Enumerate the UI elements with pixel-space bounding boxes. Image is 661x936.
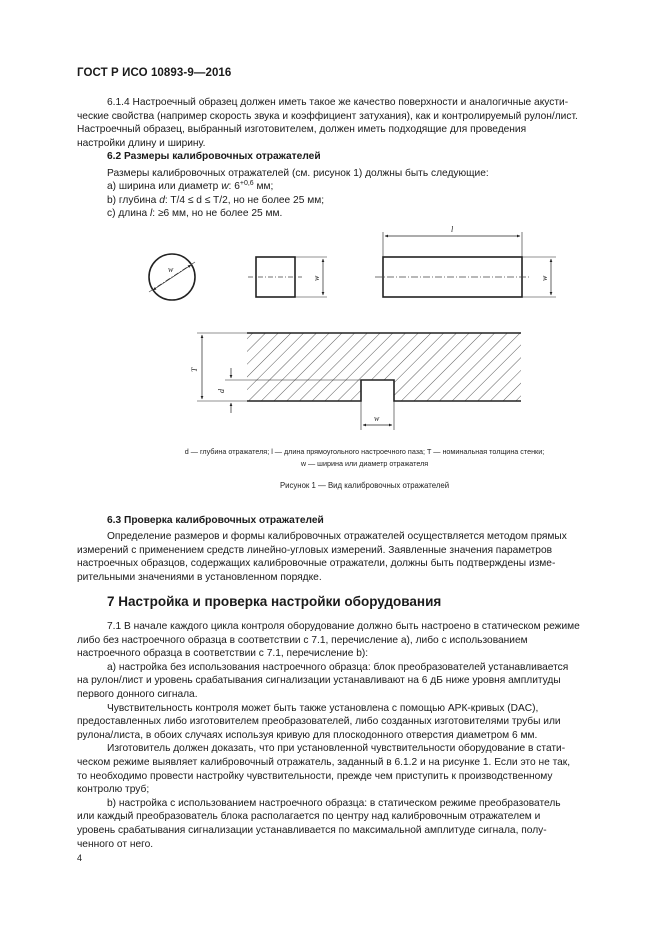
text-line: рулона/листа, в обоих случаях используя кривую для плоскодонного отверстия диаметром 6 мм.: [77, 729, 538, 741]
list-intro: Размеры калибровочных отражателей (см. рисунок 1) должны быть следующие:: [107, 168, 489, 179]
section-6-2-heading: 6.2 Размеры калибровочных отражателей: [107, 151, 321, 162]
text-line: ченного от него.: [77, 838, 154, 850]
text-line: 6.1.4 Настроечный образец должен иметь такое же качество поверхности и аналогичные акусти-: [107, 97, 569, 108]
label-l: l: [451, 225, 454, 234]
legend-line: w — ширина или диаметр отражателя: [300, 459, 429, 468]
item-a-prefix: a) ширина или диаметр: [107, 181, 222, 193]
item-c-body: : ≥6 мм, но не более 25 мм.: [152, 208, 283, 220]
text-line: a) настройка без использования настроечного образца: блок преобразователей устанавливается: [107, 661, 569, 673]
figure-legend: [77, 446, 652, 470]
text-line: Изготовитель должен доказать, что при установленной чувствительности оборудование в стати-: [107, 743, 566, 755]
item-a-var: w: [221, 181, 229, 193]
text-line: контролю труб;: [77, 784, 150, 796]
text-line: настроечных образцов, содержащих калибровочные отражатели, должны быть подтверждены изме-: [77, 558, 556, 570]
figure-calibration-reflectors: [0, 0, 661, 440]
item-b-prefix: b) глубина: [107, 194, 160, 206]
text-line: ческие свойства (например скорость звука и коэффициент затухания), как и контролируемый рулон/лист.: [77, 110, 578, 122]
item-b-var: d: [159, 194, 165, 206]
text-line: 7.1 В начале каждого цикла контроля оборудование должно быть настроено в статическом режиме: [107, 621, 580, 632]
label-w-long: w: [540, 275, 549, 281]
text-line: первого донного сигнала.: [77, 688, 198, 700]
item-a-tolerance: +0,6: [239, 180, 254, 188]
text-line: на рулон/лист и уровень срабатывания сигнализации устанавливают на 6 дБ ниже уровня амплитуды: [77, 675, 561, 687]
text-line: то необходимо провести настройку чувствительности, прежде чем приступить к производственному: [77, 770, 553, 782]
section-hatch: [247, 333, 521, 401]
item-a-suffix: мм;: [253, 181, 274, 193]
short-slot-drawing: [248, 257, 327, 297]
document-header: ГОСТ Р ИСО 10893-9—2016: [77, 67, 232, 79]
text-line: уровень срабатывания сигнализации устанавливается по максимальной амплитуде сигнала, полу-: [77, 824, 547, 836]
figure-caption: Рисунок 1 — Вид калибровочных отражателей: [279, 481, 450, 490]
item-c-var: l: [150, 208, 153, 220]
text-line: Чувствительность контроля может быть также установлена с помощью АРК-кривых (DAC),: [107, 702, 539, 714]
page-number: 4: [77, 853, 83, 863]
text-line: настройки длину и ширину.: [77, 137, 206, 149]
text-line: настроечного образца в соответствии с 7.1, перечисление b):: [77, 648, 369, 660]
item-b-body: : T/4 ≤ d ≤ T/2, но не более 25 мм;: [164, 194, 325, 206]
label-w-short: w: [312, 275, 321, 281]
label-d: d: [217, 389, 226, 393]
text-line: предоставленных либо изготовителем преобразователей, либо созданных изготовителями трубы или: [77, 716, 561, 728]
text-line: измерений с применением средств линейно-угловых измерений. Заявленные значения параметров: [77, 544, 553, 556]
text-line: рительными значениями в установленном порядке.: [77, 571, 322, 583]
long-slot-drawing: [375, 225, 556, 297]
round-reflector-drawing: [149, 254, 195, 300]
text-line: или каждый преобразователь блока располагается по центру над калибровочным отражателем и: [77, 811, 541, 823]
text-line: b) настройка с использованием настроечного образца: в статическом режиме преобразователь: [107, 797, 561, 809]
label-w-notch: w: [374, 414, 380, 423]
text-line: Определение размеров и формы калибровочных отражателей осуществляется методом прямых: [107, 531, 567, 542]
paragraph-7-1: [77, 620, 589, 851]
label-T: T: [190, 367, 199, 372]
chapter-7-heading: 7 Настройка и проверка настройки оборудования: [107, 594, 442, 609]
text-line: либо без настроечного образца в соответствии с 7.1, перечисление a), либо с использованием: [77, 634, 528, 646]
legend-line: d — глубина отражателя; l — длина прямоугольного настроечного паза; T — номинальная толщина стенки;: [184, 447, 545, 456]
label-w-circle: w: [168, 265, 174, 274]
text-line: Настроечный образец, выбранный изготовителем, должен иметь подходящие для проведения: [77, 124, 527, 136]
item-a-mid: : 6: [228, 181, 240, 193]
item-c-prefix: c) длина: [107, 208, 151, 220]
wall-section-drawing: [190, 333, 521, 430]
paragraph-6-3: [77, 530, 589, 584]
text-line: ческом режиме выявляет калибровочный отражатель, заданный в 6.1.2 и на рисунке 1. Если это не так,: [77, 756, 571, 768]
section-6-3-heading: 6.3 Проверка калибровочных отражателей: [107, 515, 324, 526]
